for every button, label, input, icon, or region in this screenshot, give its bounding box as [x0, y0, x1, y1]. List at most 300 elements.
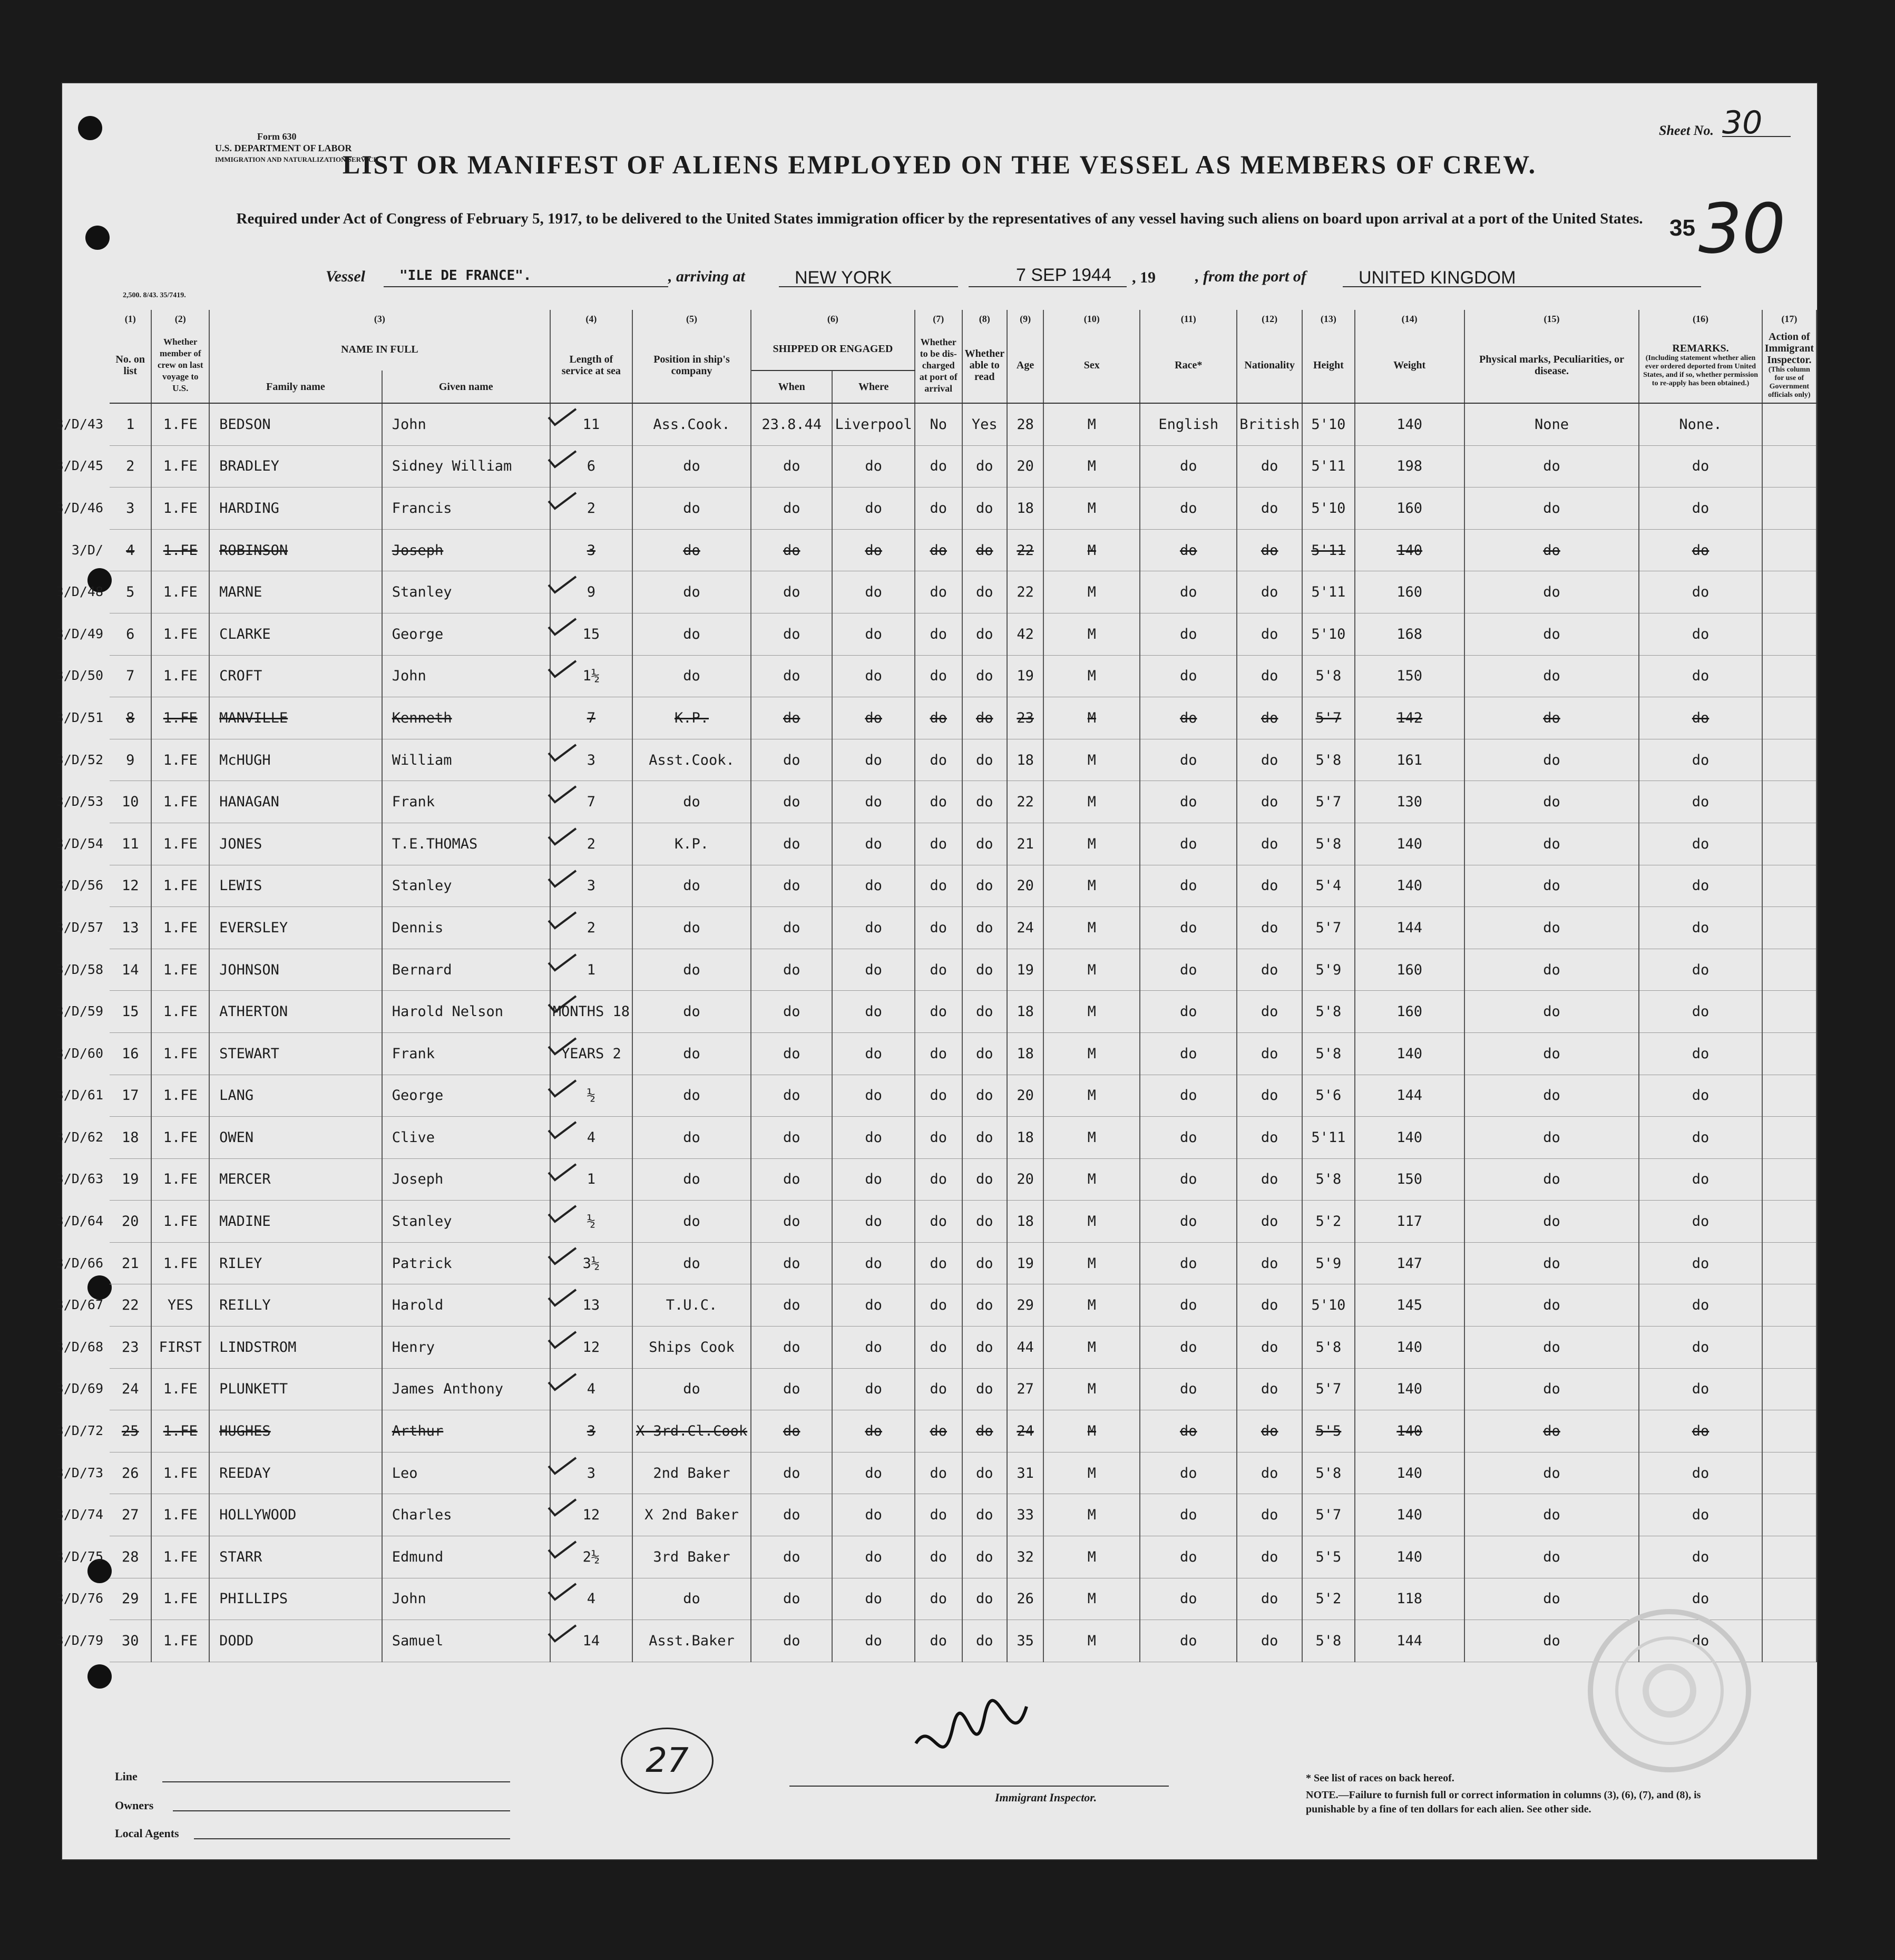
height: 5'7 [1302, 1494, 1355, 1536]
row-number [55, 1242, 151, 1284]
prev-voyage: 1.FE [151, 529, 209, 571]
inspector-action [1762, 1410, 1816, 1452]
page-title: LIST OR MANIFEST OF ALIENS EMPLOYED ON THE VESSEL AS MEMBERS OF CREW. [342, 150, 1537, 179]
row-number-value: 3 [126, 500, 135, 516]
able-to-read: do [962, 1494, 1007, 1536]
family-name: JOHNSON [209, 949, 382, 991]
discharged: No [915, 403, 962, 445]
inspector-action [1762, 907, 1816, 949]
row-number [55, 1536, 151, 1578]
header-age: Age [1007, 328, 1044, 403]
able-to-read: do [962, 445, 1007, 487]
crew-reference-code: 3/D/52 [55, 752, 103, 767]
shipped-where: do [832, 1284, 914, 1327]
race: do [1140, 1578, 1237, 1620]
discharged: do [915, 1201, 962, 1243]
discharged: do [915, 823, 962, 865]
length-of-service [550, 739, 632, 781]
row-number [71, 529, 151, 571]
given-name: John [382, 1578, 550, 1620]
inspector-action [1762, 487, 1816, 530]
weight: 140 [1355, 529, 1464, 571]
inspector-action [1762, 1242, 1816, 1284]
nationality: do [1237, 529, 1302, 571]
age: 18 [1007, 739, 1044, 781]
physical-marks: do [1464, 1620, 1639, 1662]
shipped-when: do [751, 781, 833, 823]
sex: M [1043, 1494, 1140, 1536]
length-of-service [550, 1075, 632, 1117]
row-number [55, 1494, 151, 1536]
table-row [110, 1032, 1816, 1075]
column-number-row [110, 310, 1816, 328]
arriving-line [779, 286, 958, 287]
sex: M [1043, 1158, 1140, 1201]
given-name: Stanley [382, 1201, 550, 1243]
col-num-7: (7) [915, 310, 962, 328]
able-to-read: do [962, 1327, 1007, 1369]
sex: M [1043, 1410, 1140, 1452]
discharged: do [915, 1368, 962, 1410]
discharged: do [915, 865, 962, 907]
length-of-service-value: 1½ [582, 668, 600, 685]
row-number-value: 8 [126, 709, 135, 726]
age: 18 [1007, 991, 1044, 1033]
table-row [110, 1452, 1816, 1494]
family-name: ROBINSON [209, 529, 382, 571]
family-name: HUGHES [209, 1410, 382, 1452]
weight: 140 [1355, 1410, 1464, 1452]
shipped-where: do [832, 1494, 914, 1536]
discharged: do [915, 613, 962, 655]
header-row [110, 328, 1816, 370]
length-of-service-value: 7 [587, 794, 595, 811]
shipped-when: do [751, 1032, 833, 1075]
prev-voyage: YES [151, 1284, 209, 1327]
remarks: do [1639, 1452, 1762, 1494]
race: do [1140, 1158, 1237, 1201]
position: do [632, 1578, 751, 1620]
check-mark-icon [546, 784, 578, 805]
position: Asst.Cook. [632, 739, 751, 781]
given-name: Dennis [382, 907, 550, 949]
row-number-value: 10 [121, 794, 139, 811]
check-mark-icon [546, 1623, 578, 1644]
shipped-where: do [832, 529, 914, 571]
row-number-value: 27 [121, 1507, 139, 1524]
length-of-service-value: 3 [587, 1465, 595, 1481]
weight: 144 [1355, 907, 1464, 949]
sex: M [1043, 823, 1140, 865]
row-number [55, 1158, 151, 1201]
family-name: HARDING [209, 487, 382, 530]
shipped-when: do [751, 823, 833, 865]
nationality: do [1237, 445, 1302, 487]
remarks: do [1639, 487, 1762, 530]
nationality: do [1237, 1494, 1302, 1536]
discharged: do [915, 571, 962, 613]
sex: M [1043, 991, 1140, 1033]
embossed-seal [1580, 1601, 1759, 1780]
race: do [1140, 907, 1237, 949]
table-row [110, 1075, 1816, 1117]
row-number-value: 19 [121, 1171, 139, 1188]
remarks: do [1639, 907, 1762, 949]
able-to-read: do [962, 655, 1007, 697]
row-number [55, 865, 151, 907]
family-name: BEDSON [209, 403, 382, 445]
header-prev-voyage: Whether member of crew on last voyage to U.S. [151, 328, 209, 403]
length-of-service-value: 13 [582, 1297, 600, 1314]
shipped-where: do [832, 571, 914, 613]
table-row [110, 1620, 1816, 1662]
remarks: do [1639, 865, 1762, 907]
header-inspector-action [1762, 328, 1816, 403]
crew-reference-code: 3/D/74 [55, 1507, 103, 1523]
table-row [110, 865, 1816, 907]
physical-marks: do [1464, 1578, 1639, 1620]
shipped-when: do [751, 1536, 833, 1578]
physical-marks: do [1464, 865, 1639, 907]
discharged: do [915, 529, 962, 571]
sex: M [1043, 697, 1140, 739]
given-name: James Anthony [382, 1368, 550, 1410]
weight: 140 [1355, 1327, 1464, 1369]
height: 5'8 [1302, 1032, 1355, 1075]
table-row [110, 571, 1816, 613]
inspector-action [1762, 403, 1816, 445]
crew-reference-code: 3/D/73 [55, 1465, 103, 1480]
shipped-where: do [832, 1032, 914, 1075]
row-number [55, 613, 151, 655]
height: 5'5 [1302, 1410, 1355, 1452]
discharged: do [915, 1620, 962, 1662]
age: 26 [1007, 1578, 1044, 1620]
length-of-service [550, 403, 632, 445]
age: 22 [1007, 529, 1044, 571]
from-port-label: , from the port of [1195, 268, 1306, 285]
length-of-service [550, 1284, 632, 1327]
able-to-read: do [962, 529, 1007, 571]
given-name: Arthur [382, 1410, 550, 1452]
height: 5'7 [1302, 781, 1355, 823]
family-name: PLUNKETT [209, 1368, 382, 1410]
age: 31 [1007, 1452, 1044, 1494]
race: do [1140, 613, 1237, 655]
length-of-service [550, 613, 632, 655]
col-num-3: (3) [209, 310, 550, 328]
sex: M [1043, 655, 1140, 697]
physical-marks: do [1464, 529, 1639, 571]
check-mark-icon [546, 1497, 578, 1518]
position: do [632, 865, 751, 907]
family-name: BRADLEY [209, 445, 382, 487]
nationality: do [1237, 1410, 1302, 1452]
row-number-value: 13 [121, 919, 139, 936]
age: 19 [1007, 1242, 1044, 1284]
family-name: DODD [209, 1620, 382, 1662]
age: 18 [1007, 1032, 1044, 1075]
nationality: do [1237, 1536, 1302, 1578]
table-header [110, 310, 1816, 403]
weight: 161 [1355, 739, 1464, 781]
remarks: do [1639, 781, 1762, 823]
physical-marks: do [1464, 1075, 1639, 1117]
check-mark-icon [546, 1330, 578, 1351]
row-number [55, 697, 151, 739]
nationality: do [1237, 949, 1302, 991]
shipped-when: do [751, 1620, 833, 1662]
races-note: * See list of races on back hereof. [1306, 1772, 1454, 1784]
physical-marks: do [1464, 1201, 1639, 1243]
col-num-4: (4) [550, 310, 632, 328]
header-shipped-engaged: SHIPPED OR ENGAGED [751, 328, 915, 370]
age: 27 [1007, 1368, 1044, 1410]
inspector-rule [789, 1786, 1169, 1787]
race: do [1140, 865, 1237, 907]
nationality: do [1237, 1452, 1302, 1494]
race: do [1140, 781, 1237, 823]
race: do [1140, 1620, 1237, 1662]
physical-marks: do [1464, 613, 1639, 655]
col-num-17: (17) [1762, 310, 1816, 328]
shipped-where: do [832, 991, 914, 1033]
prev-voyage: 1.FE [151, 1578, 209, 1620]
shipped-when: do [751, 865, 833, 907]
weight: 140 [1355, 823, 1464, 865]
position: do [632, 613, 751, 655]
footer-agents-label: Local Agents [115, 1827, 179, 1840]
shipped-when: do [751, 445, 833, 487]
crew-reference-code: 3/D/61 [55, 1087, 103, 1103]
weight: 160 [1355, 949, 1464, 991]
header-weight: Weight [1355, 328, 1464, 403]
race: do [1140, 1284, 1237, 1327]
family-name: MARNE [209, 571, 382, 613]
discharged: do [915, 1158, 962, 1201]
family-name: STEWART [209, 1032, 382, 1075]
weight: 130 [1355, 781, 1464, 823]
col-num-15: (15) [1464, 310, 1639, 328]
able-to-read: do [962, 865, 1007, 907]
physical-marks: None [1464, 403, 1639, 445]
given-name: Henry [382, 1327, 550, 1369]
prev-voyage: 1.FE [151, 991, 209, 1033]
crew-reference-code: 3/D/62 [55, 1129, 103, 1145]
crew-reference-code: 3/D/46 [55, 500, 103, 515]
race: do [1140, 991, 1237, 1033]
nationality: do [1237, 571, 1302, 613]
position: do [632, 991, 751, 1033]
shipped-where: do [832, 1578, 914, 1620]
given-name: Francis [382, 487, 550, 530]
height: 5'8 [1302, 1158, 1355, 1201]
length-of-service [550, 1578, 632, 1620]
weight: 160 [1355, 571, 1464, 613]
row-number-value: 17 [121, 1087, 139, 1104]
height: 5'10 [1302, 487, 1355, 530]
table-row [110, 487, 1816, 530]
height: 5'7 [1302, 1368, 1355, 1410]
discharged: do [915, 1578, 962, 1620]
physical-marks: do [1464, 949, 1639, 991]
age: 19 [1007, 949, 1044, 991]
table-row [110, 949, 1816, 991]
position: do [632, 529, 751, 571]
remarks: do [1639, 1494, 1762, 1536]
weight: 140 [1355, 1536, 1464, 1578]
crew-reference-code: 3/D/59 [55, 1003, 103, 1019]
header-inspector-note: (This column for use of Government officials only) [1768, 366, 1811, 399]
physical-marks: do [1464, 1284, 1639, 1327]
header-family-name: Family name [209, 370, 382, 403]
age: 18 [1007, 1201, 1044, 1243]
nationality: do [1237, 1578, 1302, 1620]
row-number [55, 739, 151, 781]
given-name: William [382, 739, 550, 781]
length-of-service [550, 1327, 632, 1369]
table-row [110, 1117, 1816, 1159]
shipped-where: do [832, 865, 914, 907]
given-name: Edmund [382, 1536, 550, 1578]
sex: M [1043, 949, 1140, 991]
shipped-where: do [832, 655, 914, 697]
length-of-service [550, 697, 632, 739]
nationality: do [1237, 1620, 1302, 1662]
remarks: do [1639, 949, 1762, 991]
col-num-1: (1) [110, 310, 151, 328]
shipped-where: do [832, 823, 914, 865]
crew-reference-code: 3/D/54 [55, 835, 103, 851]
header-given-name: Given name [382, 370, 550, 403]
shipped-when: do [751, 571, 833, 613]
inspector-action [1762, 1032, 1816, 1075]
prev-voyage: 1.FE [151, 1494, 209, 1536]
form-number: Form 630 [257, 131, 297, 142]
crew-reference-code: 3/D/51 [55, 709, 103, 725]
length-of-service-value: 11 [582, 416, 600, 433]
position: 2nd Baker [632, 1452, 751, 1494]
able-to-read: do [962, 571, 1007, 613]
given-name: Joseph [382, 1158, 550, 1201]
position: do [632, 571, 751, 613]
height: 5'9 [1302, 1242, 1355, 1284]
given-name: Frank [382, 1032, 550, 1075]
col-num-12: (12) [1237, 310, 1302, 328]
sex: M [1043, 865, 1140, 907]
check-mark-icon [546, 1456, 578, 1477]
discharged: do [915, 655, 962, 697]
height: 5'8 [1302, 655, 1355, 697]
family-name: CLARKE [209, 613, 382, 655]
family-name: EVERSLEY [209, 907, 382, 949]
length-of-service-value: ½ [587, 1213, 595, 1230]
crew-reference-code: 3/D/64 [55, 1213, 103, 1229]
able-to-read: do [962, 1032, 1007, 1075]
check-mark-icon [546, 1539, 578, 1561]
able-to-read: do [962, 1578, 1007, 1620]
weight: 117 [1355, 1201, 1464, 1243]
length-of-service-value: 2½ [582, 1548, 600, 1565]
inspector-action [1762, 991, 1816, 1033]
family-name: STARR [209, 1536, 382, 1578]
row-number-value: 22 [121, 1297, 139, 1314]
table-body [55, 403, 1816, 1662]
check-mark-icon [546, 574, 578, 596]
crew-reference-code: 3/D/72 [55, 1423, 103, 1439]
age: 22 [1007, 781, 1044, 823]
row-number [55, 1368, 151, 1410]
row-number-value: 23 [121, 1339, 139, 1356]
row-number [55, 655, 151, 697]
height: 5'8 [1302, 1620, 1355, 1662]
able-to-read: do [962, 1158, 1007, 1201]
shipped-where: do [832, 613, 914, 655]
prev-voyage: 1.FE [151, 739, 209, 781]
position: 3rd Baker [632, 1536, 751, 1578]
able-to-read: do [962, 613, 1007, 655]
weight: 150 [1355, 655, 1464, 697]
row-number [55, 487, 151, 530]
length-of-service-value: 12 [582, 1339, 600, 1356]
weight: 145 [1355, 1284, 1464, 1327]
table-row [110, 1410, 1816, 1452]
row-number-value: 4 [126, 542, 135, 559]
age: 20 [1007, 1158, 1044, 1201]
crew-reference-code: 3/D/49 [55, 626, 103, 641]
check-mark-icon [546, 617, 578, 638]
col-num-9: (9) [1007, 310, 1044, 328]
prev-voyage: 1.FE [151, 403, 209, 445]
discharged: do [915, 1075, 962, 1117]
remarks: do [1639, 823, 1762, 865]
position: T.U.C. [632, 1284, 751, 1327]
discharged: do [915, 781, 962, 823]
remarks: do [1639, 991, 1762, 1033]
row-number-value: 29 [121, 1591, 139, 1607]
length-of-service-value: 12 [582, 1507, 600, 1524]
nationality: do [1237, 991, 1302, 1033]
shipped-where: do [832, 445, 914, 487]
length-of-service [550, 865, 632, 907]
given-name: George [382, 613, 550, 655]
row-number-value: 14 [121, 961, 139, 978]
given-name: Harold [382, 1284, 550, 1327]
row-number [55, 991, 151, 1033]
shipped-when: do [751, 1158, 833, 1201]
shipped-when: do [751, 1494, 833, 1536]
form-service: IMMIGRATION AND NATURALIZATION SERVICE [215, 155, 378, 163]
shipped-when: do [751, 1075, 833, 1117]
position: do [632, 1032, 751, 1075]
length-of-service-value: 15 [582, 626, 600, 642]
inspector-action [1762, 1368, 1816, 1410]
given-name: Clive [382, 1117, 550, 1159]
height: 5'8 [1302, 739, 1355, 781]
age: 42 [1007, 613, 1044, 655]
given-name: T.E.THOMAS [382, 823, 550, 865]
position: K.P. [632, 823, 751, 865]
col-num-11: (11) [1140, 310, 1237, 328]
header-when: When [751, 370, 833, 403]
shipped-where: do [832, 1327, 914, 1369]
length-of-service-value: 6 [587, 458, 595, 475]
family-name: MERCER [209, 1158, 382, 1201]
age: 35 [1007, 1620, 1044, 1662]
prev-voyage: 1.FE [151, 865, 209, 907]
length-of-service [550, 781, 632, 823]
row-number-value: 25 [121, 1423, 139, 1440]
